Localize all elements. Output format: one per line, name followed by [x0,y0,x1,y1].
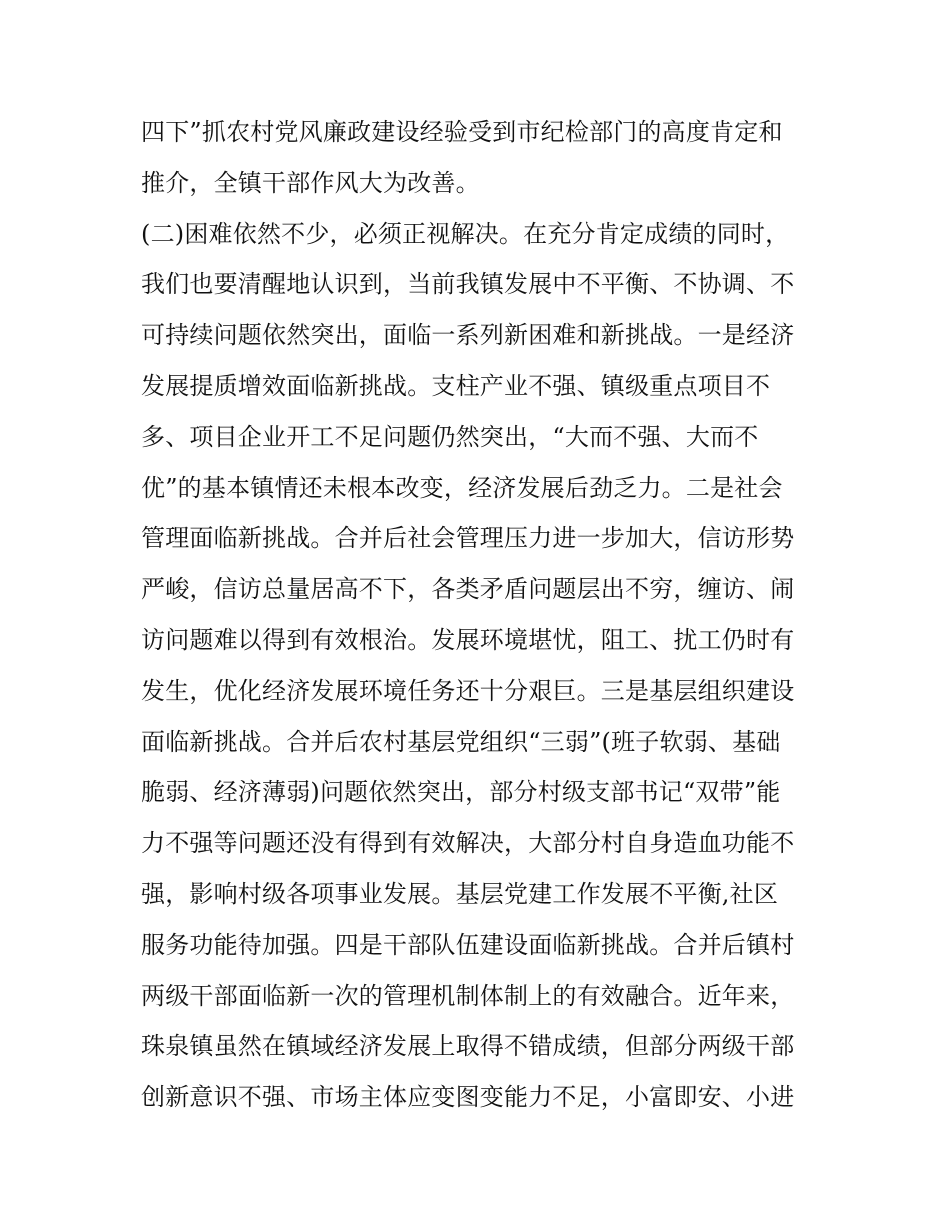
text-line: 可持续问题依然突出，面临一系列新困难和新挑战。一是经济 [141,321,795,350]
text-line: 我们也要清醒地认识到，当前我镇发展中不平衡、不协调、不 [141,270,795,299]
text-line: 严峻，信访总量居高不下，各类矛盾问题层出不穷，缠访、闹 [141,575,795,604]
body-text [141,107,821,1123]
text-line: 四下”抓农村党风廉政建设经验受到市纪检部门的高度肯定和 [141,118,783,146]
text-line: (二)困难依然不少，必须正视解决。在充分肯定成绩的同时， [141,219,790,248]
text-line: 强，影响村级各项事业发展。基层党建工作发展不平衡,社区 [141,879,779,908]
text-line: 管理面临新挑战。合并后社会管理压力进一步加大，信访形势 [141,524,795,553]
text-line: 创新意识不强、市场主体应变图变能力不足，小富即安、小进 [141,1083,795,1112]
text-line: 面临新挑战。合并后农村基层党组织“三弱”(班子软弱、基础 [141,727,781,756]
text-line: 珠泉镇虽然在镇域经济发展上取得不错成绩，但部分两级干部 [141,1032,795,1061]
text-line: 推介，全镇干部作风大为改善。 [141,168,480,197]
text-line: 多、项目企业开工不足问题仍然突出，“大而不强、大而不 [141,422,759,451]
text-line: 发生，优化经济发展环境任务还十分艰巨。三是基层组织建设 [141,676,795,705]
text-line: 两级干部面临新一次的管理机制体制上的有效融合。近年来， [141,981,795,1010]
text-line: 力不强等问题还没有得到有效解决，大部分村自身造血功能不 [141,829,795,858]
text-line: 访问题难以得到有效根治。发展环境堪忧，阻工、扰工仍时有 [141,625,795,654]
text-line: 发展提质增效面临新挑战。支柱产业不强、镇级重点项目不 [141,371,771,400]
text-line: 服务功能待加强。四是干部队伍建设面临新挑战。合并后镇村 [141,930,795,959]
text-line: 脆弱、经济薄弱)问题依然突出，部分村级支部书记“双带”能 [141,778,781,807]
text-line: 优”的基本镇情还未根本改变，经济发展后劲乏力。二是社会 [141,473,783,502]
